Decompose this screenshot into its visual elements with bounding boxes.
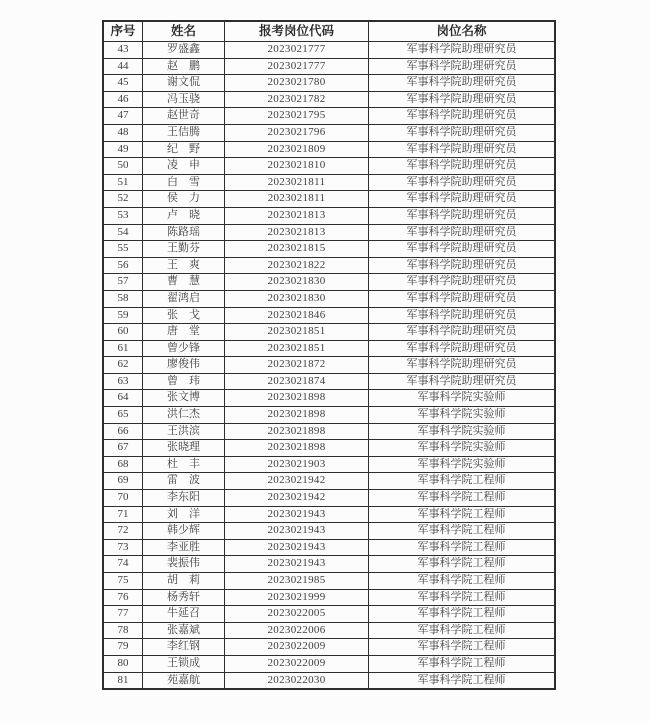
cell-position: 军事科学院工程师 xyxy=(369,622,556,639)
cell-name: 韩少辉 xyxy=(143,523,225,540)
cell-no: 64 xyxy=(103,390,143,407)
cell-no: 67 xyxy=(103,440,143,457)
cell-name: 凌 申 xyxy=(143,158,225,175)
cell-name: 白 雪 xyxy=(143,174,225,191)
cell-no: 52 xyxy=(103,191,143,208)
cell-code: 2023022005 xyxy=(225,606,369,623)
cell-name: 赵 鹏 xyxy=(143,58,225,75)
cell-no: 47 xyxy=(103,108,143,125)
table-row xyxy=(103,124,555,141)
cell-name: 曾 玮 xyxy=(143,373,225,390)
cell-code: 2023021943 xyxy=(225,539,369,556)
cell-position: 军事科学院工程师 xyxy=(369,672,556,689)
table-row xyxy=(103,672,555,689)
table-row xyxy=(103,506,555,523)
table-row xyxy=(103,606,555,623)
cell-code: 2023021777 xyxy=(225,42,369,59)
cell-position: 军事科学院助理研究员 xyxy=(369,274,556,291)
cell-position: 军事科学院实验师 xyxy=(369,456,556,473)
cell-code: 2023021810 xyxy=(225,158,369,175)
table-row xyxy=(103,423,555,440)
cell-name: 张 戈 xyxy=(143,307,225,324)
cell-position: 军事科学院助理研究员 xyxy=(369,158,556,175)
cell-no: 80 xyxy=(103,655,143,672)
cell-name: 张文博 xyxy=(143,390,225,407)
table-row xyxy=(103,639,555,656)
cell-position: 军事科学院助理研究员 xyxy=(369,324,556,341)
cell-code: 2023022006 xyxy=(225,622,369,639)
cell-position: 军事科学院工程师 xyxy=(369,573,556,590)
cell-position: 军事科学院助理研究员 xyxy=(369,174,556,191)
cell-code: 2023021943 xyxy=(225,556,369,573)
cell-name: 陈路瑶 xyxy=(143,224,225,241)
table-row xyxy=(103,191,555,208)
cell-name: 王洪滨 xyxy=(143,423,225,440)
cell-name: 杨秀轩 xyxy=(143,589,225,606)
table-row xyxy=(103,290,555,307)
cell-no: 65 xyxy=(103,407,143,424)
cell-no: 56 xyxy=(103,257,143,274)
cell-code: 2023021942 xyxy=(225,473,369,490)
table-row xyxy=(103,390,555,407)
cell-name: 王 爽 xyxy=(143,257,225,274)
cell-code: 2023021898 xyxy=(225,423,369,440)
cell-code: 2023021809 xyxy=(225,141,369,158)
cell-no: 63 xyxy=(103,373,143,390)
table-row xyxy=(103,340,555,357)
cell-position: 军事科学院工程师 xyxy=(369,589,556,606)
cell-name: 刘 洋 xyxy=(143,506,225,523)
cell-code: 2023021943 xyxy=(225,523,369,540)
cell-position: 军事科学院工程师 xyxy=(369,606,556,623)
cell-name: 牛延召 xyxy=(143,606,225,623)
cell-no: 76 xyxy=(103,589,143,606)
cell-code: 2023021830 xyxy=(225,290,369,307)
cell-name: 李红钢 xyxy=(143,639,225,656)
cell-code: 2023021943 xyxy=(225,506,369,523)
cell-position: 军事科学院助理研究员 xyxy=(369,191,556,208)
cell-code: 2023021822 xyxy=(225,257,369,274)
cell-code: 2023021796 xyxy=(225,124,369,141)
cell-name: 廖俊伟 xyxy=(143,357,225,374)
cell-name: 纪 野 xyxy=(143,141,225,158)
cell-name: 赵世奇 xyxy=(143,108,225,125)
table-row xyxy=(103,407,555,424)
cell-no: 79 xyxy=(103,639,143,656)
cell-no: 72 xyxy=(103,523,143,540)
column-header-code: 报考岗位代码 xyxy=(225,21,369,42)
column-header-serial: 序号 xyxy=(103,21,143,42)
cell-code: 2023021846 xyxy=(225,307,369,324)
table-row xyxy=(103,473,555,490)
cell-code: 2023021874 xyxy=(225,373,369,390)
cell-no: 78 xyxy=(103,622,143,639)
cell-position: 军事科学院工程师 xyxy=(369,539,556,556)
cell-name: 杜 丰 xyxy=(143,456,225,473)
cell-code: 2023021811 xyxy=(225,191,369,208)
cell-code: 2023021898 xyxy=(225,407,369,424)
cell-name: 洪仁杰 xyxy=(143,407,225,424)
cell-code: 2023021942 xyxy=(225,490,369,507)
table-row xyxy=(103,456,555,473)
cell-code: 2023021903 xyxy=(225,456,369,473)
table-body xyxy=(103,42,555,690)
cell-no: 55 xyxy=(103,241,143,258)
cell-position: 军事科学院工程师 xyxy=(369,473,556,490)
cell-no: 77 xyxy=(103,606,143,623)
cell-position: 军事科学院实验师 xyxy=(369,423,556,440)
column-header-position: 岗位名称 xyxy=(369,21,556,42)
cell-position: 军事科学院工程师 xyxy=(369,655,556,672)
cell-no: 60 xyxy=(103,324,143,341)
cell-position: 军事科学院助理研究员 xyxy=(369,91,556,108)
cell-position: 军事科学院工程师 xyxy=(369,556,556,573)
cell-code: 2023021813 xyxy=(225,224,369,241)
cell-position: 军事科学院工程师 xyxy=(369,639,556,656)
table-row xyxy=(103,373,555,390)
cell-code: 2023021985 xyxy=(225,573,369,590)
cell-code: 2023021782 xyxy=(225,91,369,108)
cell-position: 军事科学院助理研究员 xyxy=(369,224,556,241)
cell-position: 军事科学院工程师 xyxy=(369,506,556,523)
cell-position: 军事科学院助理研究员 xyxy=(369,340,556,357)
table-row xyxy=(103,539,555,556)
cell-name: 李东阳 xyxy=(143,490,225,507)
table-row xyxy=(103,523,555,540)
cell-no: 73 xyxy=(103,539,143,556)
cell-position: 军事科学院助理研究员 xyxy=(369,75,556,92)
cell-no: 70 xyxy=(103,490,143,507)
cell-position: 军事科学院助理研究员 xyxy=(369,373,556,390)
table-row xyxy=(103,440,555,457)
cell-no: 54 xyxy=(103,224,143,241)
cell-code: 2023021851 xyxy=(225,340,369,357)
cell-name: 卢 晓 xyxy=(143,207,225,224)
cell-no: 74 xyxy=(103,556,143,573)
cell-no: 75 xyxy=(103,573,143,590)
table-row xyxy=(103,75,555,92)
cell-code: 2023022030 xyxy=(225,672,369,689)
cell-no: 69 xyxy=(103,473,143,490)
table-row xyxy=(103,622,555,639)
cell-position: 军事科学院实验师 xyxy=(369,390,556,407)
cell-code: 2023022009 xyxy=(225,655,369,672)
cell-no: 48 xyxy=(103,124,143,141)
cell-no: 66 xyxy=(103,423,143,440)
cell-position: 军事科学院助理研究员 xyxy=(369,108,556,125)
cell-no: 62 xyxy=(103,357,143,374)
table-row xyxy=(103,108,555,125)
cell-no: 58 xyxy=(103,290,143,307)
cell-position: 军事科学院助理研究员 xyxy=(369,42,556,59)
cell-position: 军事科学院助理研究员 xyxy=(369,141,556,158)
table-row xyxy=(103,207,555,224)
cell-name: 曹 慧 xyxy=(143,274,225,291)
cell-no: 57 xyxy=(103,274,143,291)
cell-code: 2023021898 xyxy=(225,440,369,457)
cell-no: 44 xyxy=(103,58,143,75)
cell-code: 2023022009 xyxy=(225,639,369,656)
table-row xyxy=(103,58,555,75)
cell-name: 王勤芬 xyxy=(143,241,225,258)
cell-name: 李亚胜 xyxy=(143,539,225,556)
table-row xyxy=(103,324,555,341)
cell-position: 军事科学院实验师 xyxy=(369,440,556,457)
table-row xyxy=(103,91,555,108)
table-header-row xyxy=(103,21,555,42)
cell-position: 军事科学院助理研究员 xyxy=(369,307,556,324)
cell-no: 50 xyxy=(103,158,143,175)
table-row xyxy=(103,241,555,258)
cell-name: 曾少锋 xyxy=(143,340,225,357)
cell-name: 胡 莉 xyxy=(143,573,225,590)
cell-code: 2023021830 xyxy=(225,274,369,291)
table-row xyxy=(103,224,555,241)
cell-position: 军事科学院助理研究员 xyxy=(369,290,556,307)
cell-position: 军事科学院助理研究员 xyxy=(369,124,556,141)
cell-no: 45 xyxy=(103,75,143,92)
cell-no: 61 xyxy=(103,340,143,357)
cell-name: 翟鸿启 xyxy=(143,290,225,307)
document-page xyxy=(0,20,650,723)
cell-code: 2023021851 xyxy=(225,324,369,341)
cell-position: 军事科学院助理研究员 xyxy=(369,357,556,374)
cell-no: 71 xyxy=(103,506,143,523)
cell-position: 军事科学院助理研究员 xyxy=(369,241,556,258)
table-row xyxy=(103,357,555,374)
cell-name: 张嘉斌 xyxy=(143,622,225,639)
cell-name: 王佶腾 xyxy=(143,124,225,141)
cell-no: 43 xyxy=(103,42,143,59)
cell-no: 59 xyxy=(103,307,143,324)
cell-code: 2023021999 xyxy=(225,589,369,606)
table-row xyxy=(103,158,555,175)
table-row xyxy=(103,655,555,672)
table-row xyxy=(103,42,555,59)
cell-code: 2023021780 xyxy=(225,75,369,92)
cell-name: 唐 堂 xyxy=(143,324,225,341)
cell-no: 53 xyxy=(103,207,143,224)
cell-code: 2023021811 xyxy=(225,174,369,191)
table-row xyxy=(103,573,555,590)
cell-position: 军事科学院工程师 xyxy=(369,523,556,540)
cell-name: 侯 力 xyxy=(143,191,225,208)
cell-name: 裴振伟 xyxy=(143,556,225,573)
table-row xyxy=(103,174,555,191)
cell-code: 2023021777 xyxy=(225,58,369,75)
applicant-roster-table xyxy=(102,20,556,690)
cell-code: 2023021813 xyxy=(225,207,369,224)
cell-no: 51 xyxy=(103,174,143,191)
cell-no: 68 xyxy=(103,456,143,473)
cell-code: 2023021898 xyxy=(225,390,369,407)
table-row xyxy=(103,589,555,606)
cell-position: 军事科学院实验师 xyxy=(369,407,556,424)
cell-code: 2023021795 xyxy=(225,108,369,125)
table-header xyxy=(103,21,555,42)
cell-code: 2023021872 xyxy=(225,357,369,374)
cell-name: 谢文侃 xyxy=(143,75,225,92)
table-row xyxy=(103,257,555,274)
cell-position: 军事科学院工程师 xyxy=(369,490,556,507)
table-row xyxy=(103,307,555,324)
table-row xyxy=(103,490,555,507)
cell-no: 46 xyxy=(103,91,143,108)
cell-no: 81 xyxy=(103,672,143,689)
cell-name: 冯玉骁 xyxy=(143,91,225,108)
cell-code: 2023021815 xyxy=(225,241,369,258)
cell-position: 军事科学院助理研究员 xyxy=(369,58,556,75)
cell-name: 张晓理 xyxy=(143,440,225,457)
table-row xyxy=(103,141,555,158)
cell-name: 雷 波 xyxy=(143,473,225,490)
cell-name: 苑嘉航 xyxy=(143,672,225,689)
table-row xyxy=(103,556,555,573)
column-header-name: 姓名 xyxy=(143,21,225,42)
cell-position: 军事科学院助理研究员 xyxy=(369,257,556,274)
cell-name: 王锁成 xyxy=(143,655,225,672)
cell-name: 罗盛鑫 xyxy=(143,42,225,59)
cell-no: 49 xyxy=(103,141,143,158)
table-row xyxy=(103,274,555,291)
cell-position: 军事科学院助理研究员 xyxy=(369,207,556,224)
